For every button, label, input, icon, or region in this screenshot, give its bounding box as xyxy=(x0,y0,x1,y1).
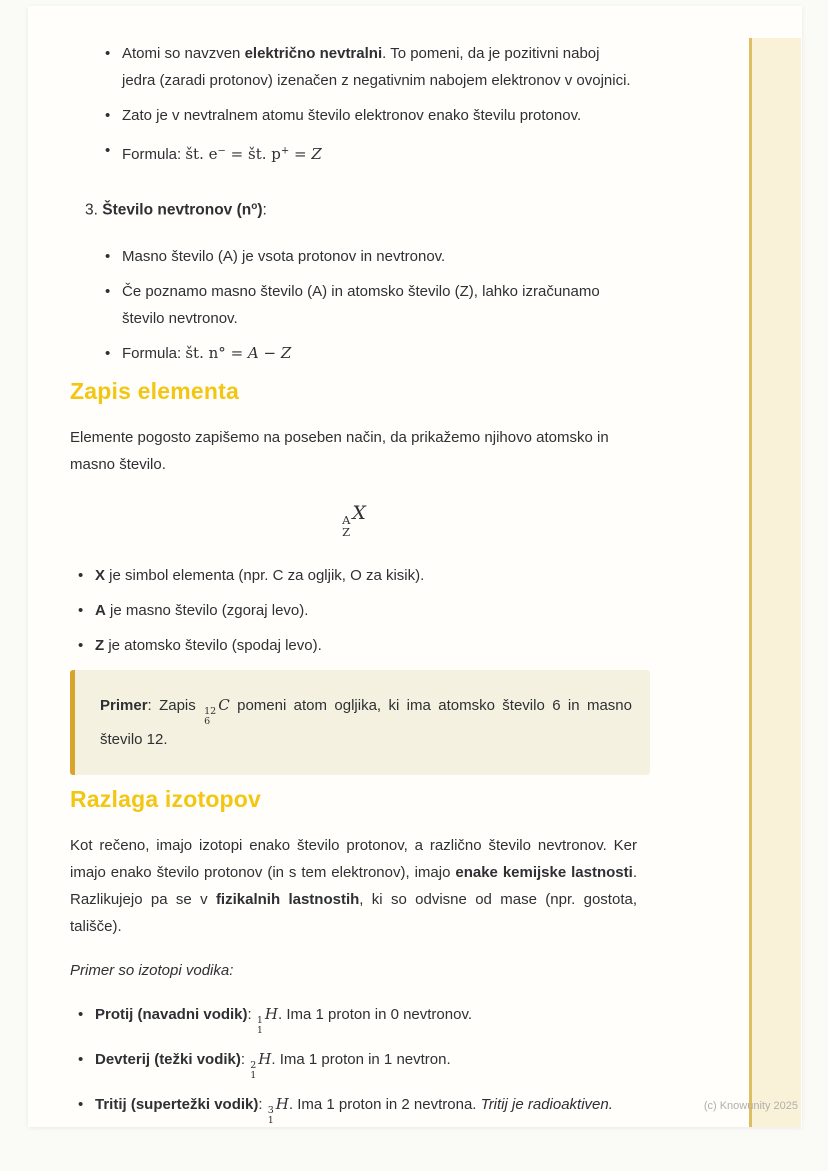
math-supsub: 3 1 xyxy=(267,1105,274,1126)
example-callout xyxy=(70,670,650,775)
list-item xyxy=(105,278,632,332)
list-item-text: Atomi so navzven električno nevtralni. To pomeni, da je pozitivni naboj jedra (zaradi protonov) izenačen z negativnim nabojem elektronov v ovojnici. xyxy=(122,45,631,89)
list-item-text: X je simbol elementa (npr. C za ogljik, O za kisik). xyxy=(95,567,425,584)
bookmark-ribbon xyxy=(749,38,801,1127)
list-item xyxy=(105,137,632,168)
list-item-text: Masno število (A) je vsota protonov in nevtronov. xyxy=(122,248,446,265)
paragraph-element-notation: Elemente pogosto zapišemo na poseben način, da prikažemo njihovo atomsko in masno število. xyxy=(70,429,609,473)
bullet-icon: • xyxy=(105,248,111,265)
list-item xyxy=(105,102,632,129)
list-item xyxy=(78,632,632,659)
bullet-icon: • xyxy=(78,602,84,619)
list-item-text: Zato je v nevtralnem atomu število elektronov enako številu protonov. xyxy=(122,107,582,124)
list-symbols xyxy=(78,562,632,667)
list-item-text: Formula: št. n° = A − Z xyxy=(122,344,292,362)
list-item xyxy=(105,340,632,367)
list-item xyxy=(78,1091,632,1125)
list-item xyxy=(78,562,632,589)
copyright-watermark: (c) Knowunity 2025 xyxy=(703,1100,798,1112)
list-neutrons xyxy=(105,243,632,375)
list-item xyxy=(78,1046,632,1080)
bullet-icon: • xyxy=(105,283,111,300)
list-item xyxy=(105,40,632,94)
paragraph-isotopes: Kot rečeno, imajo izotopi enako število protonov, a različno število nevtronov. Ker imajo enako število protonov (in s tem elektronov), imajo enake kemijske lastnosti. Razlikujejo pa se v fizikalnih lastnostih, ki so odvisne od mase (npr. gostota, tališče). xyxy=(70,837,637,935)
callout-text: Primer: Zapis 12 6 C pomeni atom ogljika, ki ima atomsko število 6 in masno število 12. xyxy=(100,696,632,748)
list-item-text: Če poznamo masno število (A) in atomsko število (Z), lahko izračunamo število nevtronov. xyxy=(122,283,600,327)
list-isotopes xyxy=(78,1001,632,1133)
list-item-text: Protij (navadni vodik): 1 1 H. Ima 1 proton in 0 nevtronov. xyxy=(95,1005,473,1036)
list-item xyxy=(105,243,632,270)
section-title-razlaga-izotopov: Razlaga izotopov xyxy=(70,786,262,812)
list-item-text: Devterij (težki vodik): 2 1 H. Ima 1 proton in 1 nevtron. xyxy=(95,1050,451,1081)
bullet-icon: • xyxy=(105,142,111,159)
heading-neutron-count: 3. Število nevtronov $(n^o)$: xyxy=(85,201,267,219)
math-supsub: 1 1 xyxy=(256,1015,263,1036)
paragraph-example-intro: Primer so izotopi vodika: xyxy=(70,962,234,979)
bullet-icon: • xyxy=(105,107,111,124)
list-atoms xyxy=(105,40,632,176)
math-supsub: A Z xyxy=(342,513,351,539)
bullet-icon: • xyxy=(78,1051,84,1068)
bullet-icon: • xyxy=(78,1096,84,1113)
list-item xyxy=(78,1001,632,1035)
list-item-text: A je masno število (zgoraj levo). xyxy=(95,602,309,619)
section-title-zapis-elementa: Zapis elementa xyxy=(70,378,239,404)
math-supsub: 2 1 xyxy=(250,1060,257,1081)
bullet-icon: • xyxy=(78,637,84,654)
bullet-icon: • xyxy=(78,1006,84,1023)
math-supsub: 12 6 xyxy=(204,706,217,727)
bullet-icon: • xyxy=(105,45,111,62)
list-item-text: Z je atomsko število (spodaj levo). xyxy=(95,637,322,654)
formula-azx: A Z X xyxy=(342,502,366,539)
bullet-icon: • xyxy=(78,567,84,584)
bullet-icon: • xyxy=(105,345,111,362)
list-item-text: Formula: št. e− = št. p+ = Z xyxy=(122,144,322,163)
list-item-text: Tritij (supertežki vodik): 3 1 H. Ima 1 proton in 2 nevtrona. Tritij je radioaktiven. xyxy=(95,1095,613,1126)
list-item xyxy=(78,597,632,624)
